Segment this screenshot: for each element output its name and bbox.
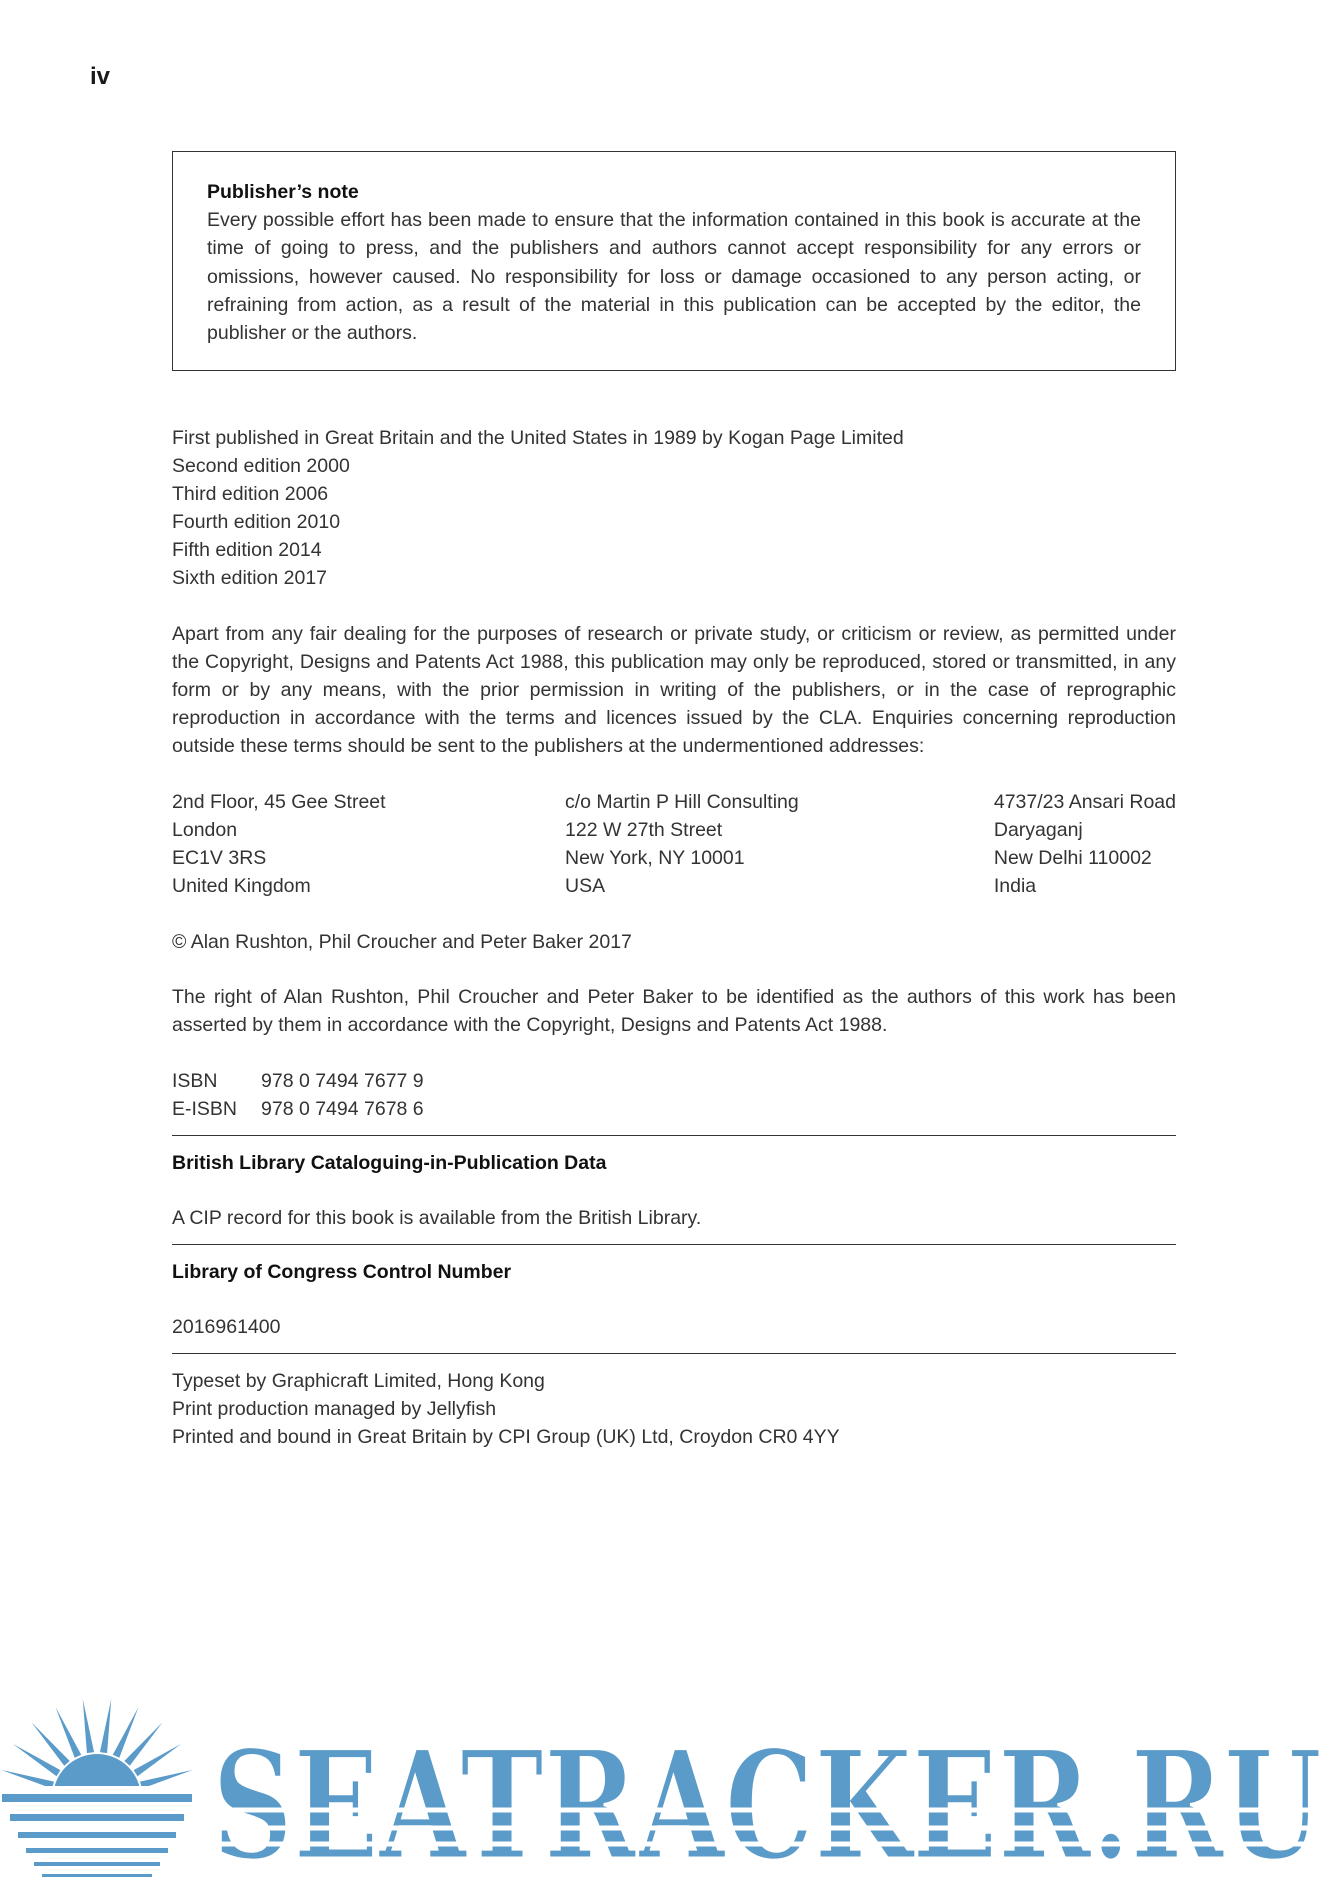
divider <box>172 1135 1176 1136</box>
isbn-row <box>172 1067 1176 1095</box>
address-line: 4737/23 Ansari Road <box>993 791 1176 813</box>
watermark <box>0 1690 1339 1890</box>
address-new-delhi <box>994 788 1176 900</box>
production-line: Typeset by Graphicraft Limited, Hong Kong <box>172 1370 545 1392</box>
address-line: USA <box>565 875 606 897</box>
edition-line: Second edition 2000 <box>172 455 350 477</box>
copyright-notice: Apart from any fair dealing for the purposes of research or private study, or criticism or review, as permitted under the Copyright, Designs and Patents Act 1988, this publication may only be reproduced, stored or transmitted, in any form or by any means, with the prior permission in writing of the publishers, or in the case of reprographic reproduction in accordance with the terms and licences issued by the CLA. Enquiries concerning reproduction outside these terms should be sent to the publishers at the undermentioned addresses: <box>172 623 1176 757</box>
address-line: United Kingdom <box>172 875 311 897</box>
edition-history <box>172 424 1176 592</box>
sun-ray <box>140 1770 193 1789</box>
eisbn-label: E-ISBN <box>172 1098 238 1120</box>
sun-ray <box>83 1699 94 1753</box>
sun-logo-icon <box>0 1699 197 1890</box>
sun-reflection-bar <box>42 1874 152 1877</box>
isbn-value: 978 0 7494 7677 9 <box>261 1070 424 1092</box>
british-library-text: A CIP record for this book is available from the British Library. <box>172 1207 702 1229</box>
british-library-title: British Library Cataloguing-in-Publication Data <box>172 1152 607 1174</box>
address-line: 2nd Floor, 45 Gee Street <box>172 791 386 813</box>
address-line: London <box>172 819 238 841</box>
moral-rights-statement: The right of Alan Rushton, Phil Croucher and Peter Baker to be identified as the authors of this work has been asserted by them in accordance with the Copyright, Designs and Patents Act 1988. <box>172 986 1176 1036</box>
watermark-text: SEATRACKER.RU <box>212 1718 1322 1890</box>
sun-ray <box>100 1699 111 1753</box>
eisbn-value: 978 0 7494 7678 6 <box>261 1098 424 1120</box>
sun-reflection-bar <box>2 1794 192 1802</box>
address-line: New Delhi 110002 <box>993 847 1152 869</box>
isbn-label: ISBN <box>172 1070 218 1092</box>
address-line: Daryaganj <box>993 819 1083 841</box>
sun-reflection-bar <box>10 1814 184 1821</box>
page-number: iv <box>90 63 111 90</box>
publishers-note-box <box>172 151 1176 371</box>
address-new-york <box>565 788 799 900</box>
address-line: New York, NY 10001 <box>565 847 745 869</box>
isbn-block <box>172 1067 1176 1123</box>
production-credits <box>172 1367 1176 1451</box>
sun-reflection-bar <box>34 1862 160 1866</box>
address-line: 122 W 27th Street <box>565 819 723 841</box>
publisher-addresses <box>172 788 1176 900</box>
edition-line: Third edition 2006 <box>172 483 329 505</box>
eisbn-row <box>172 1095 1176 1123</box>
publishers-note-body: Every possible effort has been made to ensure that the information contained in this book is accurate at the time of going to press, and the publishers and authors cannot accept responsibility for any errors or omissions, however caused. No responsibility for loss or damage occasioned to any person acting, or refraining from action, as a result of the material in this publication can be accepted by the editor, the publisher or the authors. <box>207 209 1141 345</box>
edition-line: Fourth edition 2010 <box>172 511 341 533</box>
copyright-line: © Alan Rushton, Phil Croucher and Peter Baker 2017 <box>172 931 632 953</box>
address-london <box>172 788 386 900</box>
library-of-congress-title: Library of Congress Control Number <box>172 1261 512 1283</box>
sun-ray <box>55 1707 81 1758</box>
edition-line: Fifth edition 2014 <box>172 539 322 561</box>
sun-ray <box>113 1707 139 1758</box>
address-line: India <box>993 875 1037 897</box>
sun-reflection-bar <box>26 1848 168 1853</box>
address-line: EC1V 3RS <box>172 847 267 869</box>
divider <box>172 1244 1176 1245</box>
watermark-graphic <box>0 1690 1339 1890</box>
divider <box>172 1353 1176 1354</box>
production-line: Print production managed by Jellyfish <box>172 1398 497 1420</box>
library-of-congress-number: 2016961400 <box>172 1316 281 1338</box>
address-line: c/o Martin P Hill Consulting <box>565 791 799 813</box>
sun-ray <box>1 1770 54 1789</box>
edition-line: Sixth edition 2017 <box>172 567 328 589</box>
sun-reflection-bar <box>18 1832 176 1838</box>
publishers-note-title: Publisher’s note <box>207 181 359 203</box>
production-line: Printed and bound in Great Britain by CPI Group (UK) Ltd, Croydon CR0 4YY <box>172 1426 840 1448</box>
copyright-page-content <box>172 424 1176 1451</box>
edition-line: First published in Great Britain and the United States in 1989 by Kogan Page Limited <box>172 427 904 449</box>
